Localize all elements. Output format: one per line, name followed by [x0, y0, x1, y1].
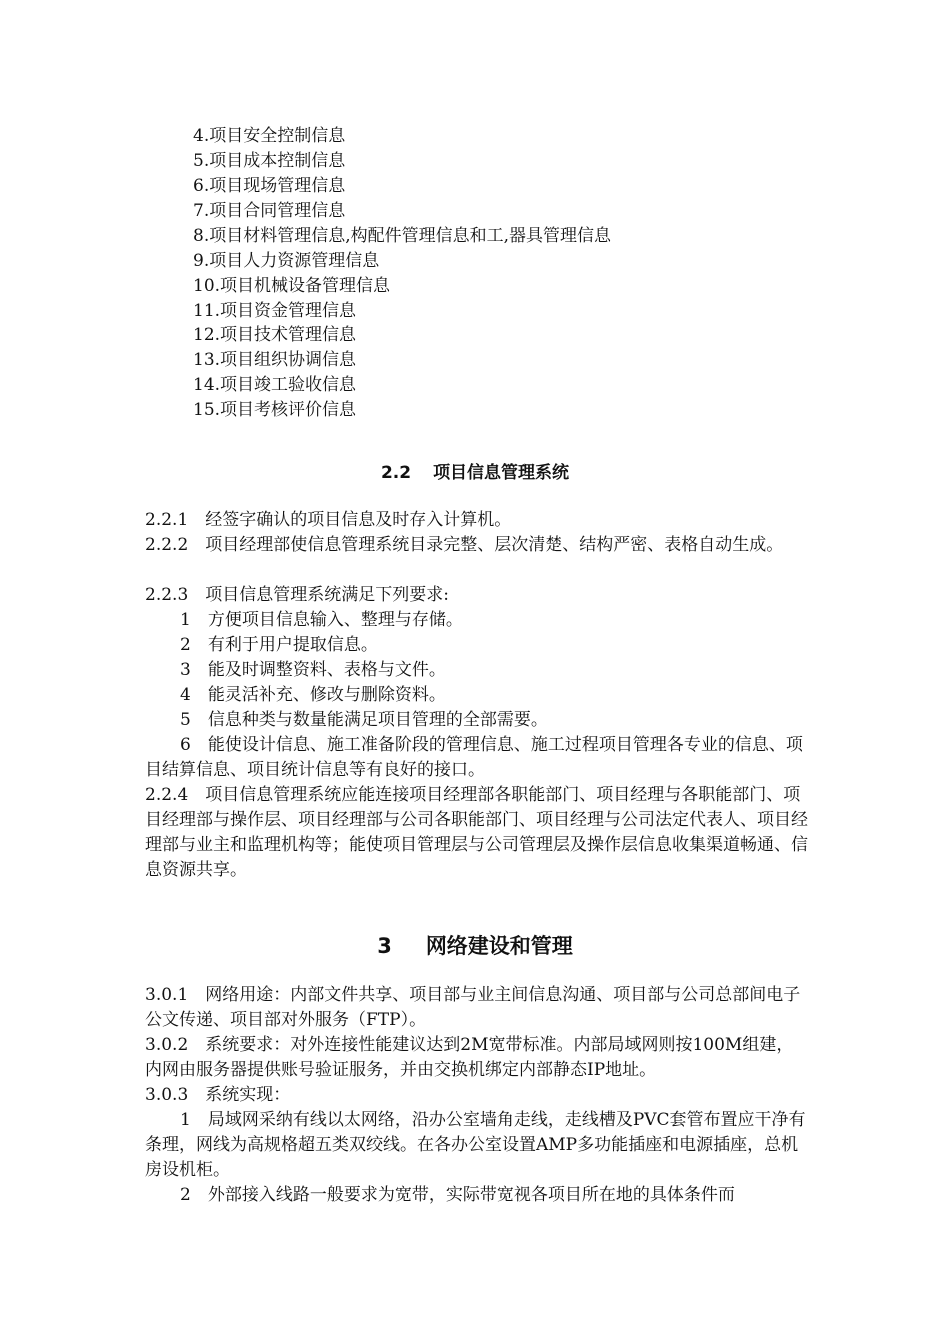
clause-paragraph: 2.2.2 项目经理部使信息管理系统目录完整、层次清楚、结构严密、表格自动生成。: [145, 535, 784, 555]
requirement-item: 1 方便项目信息输入、整理与存储。: [180, 610, 463, 630]
section-heading: [0, 458, 950, 483]
clause-paragraph: 3.0.3 系统实现：: [145, 1085, 291, 1105]
clause-paragraph: 2.2.1 经签字确认的项目信息及时存入计算机。: [145, 510, 512, 530]
section-number: 2.2: [380, 463, 412, 483]
requirement-item: 5 信息种类与数量能满足项目管理的全部需要。: [180, 710, 548, 730]
clause-paragraph: 2.2.4 项目信息管理系统应能连接项目经理部各职能部门、项目经理与各职能部门、项目经理部与操作层、项目经理部与公司各职能部门、项目经理与公司法定代表人、项目经理部与业主和监理机构等；能使项目管理层与公司管理层及操作层信息收集渠道畅通、信息资源共享。: [145, 785, 808, 880]
list-item: 15.项目考核评价信息: [193, 400, 357, 420]
list-item: 6.项目现场管理信息: [193, 176, 346, 196]
requirement-item: 4 能灵活补充、修改与删除资料。: [180, 685, 446, 705]
implementation-item: 2 外部接入线路一般要求为宽带，实际带宽视各项目所在地的具体条件而: [180, 1185, 735, 1205]
list-item: 4.项目安全控制信息: [193, 126, 346, 146]
list-item: 9.项目人力资源管理信息: [193, 251, 380, 271]
list-item: 13.项目组织协调信息: [193, 350, 357, 370]
chapter-title: 网络建设和管理: [425, 934, 573, 958]
chapter-heading: [0, 930, 950, 960]
list-item: 14.项目竣工验收信息: [193, 375, 357, 395]
clause-paragraph: 3.0.2 系统要求：对外连接性能建议达到2M宽带标准。内部局域网则按100M组建，内网由服务器提供账号验证服务，并由交换机绑定内部静态IP地址。: [145, 1035, 794, 1080]
list-item: 12.项目技术管理信息: [193, 325, 357, 345]
chapter-number: 3: [377, 934, 392, 958]
section-title: 项目信息管理系统: [433, 463, 570, 483]
implementation-item: 1 局域网采纳有线以太网络，沿办公室墙角走线，走线槽及PVC套管布置应干净有条理，网线为高规格超五类双绞线。在各办公室设置AMP多功能插座和电源插座，总机房设机柜。: [145, 1110, 806, 1180]
requirement-item: 2 有利于用户提取信息。: [180, 635, 378, 655]
list-item: 11.项目资金管理信息: [193, 301, 357, 321]
requirement-item: 6 能使设计信息、施工准备阶段的管理信息、施工过程项目管理各专业的信息、项目结算信息、项目统计信息等有良好的接口。: [145, 735, 803, 780]
list-item: 8.项目材料管理信息,构配件管理信息和工,器具管理信息: [193, 226, 612, 246]
clause-paragraph: 2.2.3 项目信息管理系统满足下列要求:: [145, 585, 449, 605]
requirement-item: 3 能及时调整资料、表格与文件。: [180, 660, 446, 680]
list-item: 7.项目合同管理信息: [193, 201, 346, 221]
list-item: 5.项目成本控制信息: [193, 151, 346, 171]
list-item: 10.项目机械设备管理信息: [193, 276, 391, 296]
clause-paragraph: 3.0.1 网络用途：内部文件共享、项目部与业主间信息沟通、项目部与公司总部间电子公文传递、项目部对外服务（FTP）。: [145, 985, 801, 1030]
